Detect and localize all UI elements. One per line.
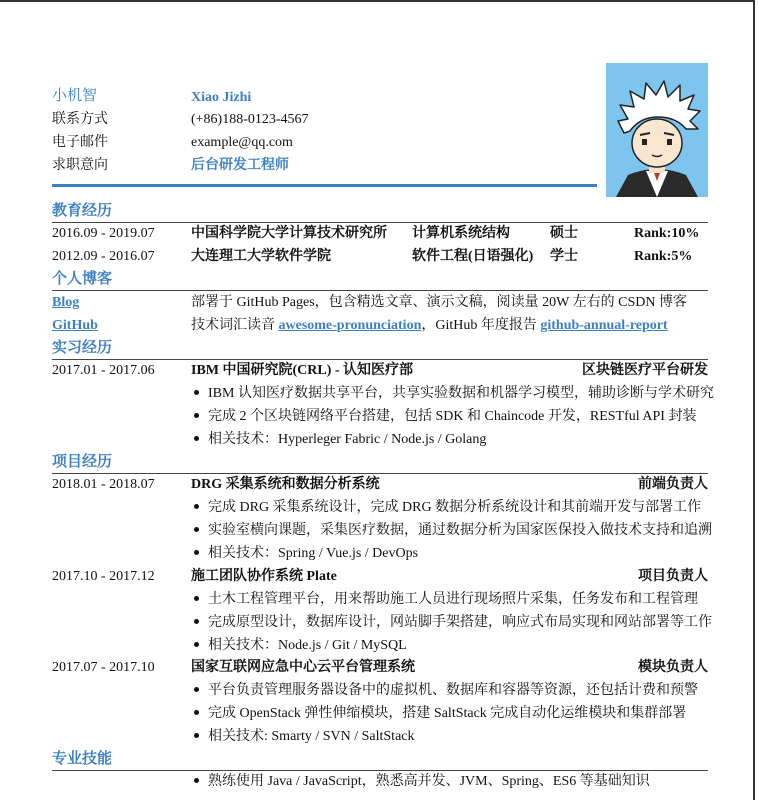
github-text-1: 技术词汇读音 bbox=[191, 318, 279, 333]
list-item: 熟练使用 Java / JavaScript，熟悉高并发、JVM、Spring、ES6 等基础知识 bbox=[191, 771, 650, 793]
list-item: 相关技术：Node.js / Git / MySQL bbox=[191, 635, 407, 657]
contact-value: (+86)188-0123-4567 bbox=[191, 112, 309, 127]
internship-row bbox=[52, 360, 708, 382]
github-annual-report-link[interactable]: github-annual-report bbox=[540, 318, 668, 333]
blog-description: 部署于 GitHub Pages，包含精选文章、演示文稿，阅读量 20W 左右的 CSDN 博客 bbox=[191, 295, 687, 310]
project-name: 施工团队协作系统 Plate bbox=[191, 569, 337, 584]
project-role: 模块负责人 bbox=[638, 660, 708, 675]
list-item: 完成 2 个区块链网络平台搭建，包括 SDK 和 Chaincode 开发，RESTful API 封装 bbox=[191, 406, 696, 428]
header-rule bbox=[52, 184, 597, 187]
project-role: 项目负责人 bbox=[638, 569, 708, 584]
project-row bbox=[52, 566, 708, 588]
project-role: 前端负责人 bbox=[638, 477, 708, 492]
list-item: 平台负责管理服务器设备中的虚拟机、数据库和容器等资源，还包括计费和预警 bbox=[191, 680, 698, 702]
project-row bbox=[52, 657, 708, 679]
education-date: 2016.09 - 2019.07 bbox=[52, 226, 155, 241]
avatar bbox=[606, 63, 708, 197]
internship-org: IBM 中国研究院(CRL) - 认知医疗部 bbox=[191, 363, 414, 378]
education-degree: 学士 bbox=[550, 249, 578, 264]
contact-label: 联系方式 bbox=[52, 112, 108, 127]
list-item: 相关技术: Smarty / SVN / SaltStack bbox=[191, 726, 415, 748]
section-title-projects: 项目经历 bbox=[52, 454, 113, 470]
project-date: 2018.01 - 2018.07 bbox=[52, 477, 155, 492]
project-row bbox=[52, 474, 708, 496]
blog-link[interactable]: Blog bbox=[52, 295, 80, 310]
education-row bbox=[52, 246, 708, 268]
github-text-2: ，GitHub 年度报告 bbox=[421, 318, 541, 333]
github-link[interactable]: GitHub bbox=[52, 318, 98, 333]
objective-label: 求职意向 bbox=[52, 158, 108, 173]
list-item: 土木工程管理平台，用来帮助施工人员进行现场照片采集，任务发布和工程管理 bbox=[191, 589, 698, 611]
education-date: 2012.09 - 2016.07 bbox=[52, 249, 155, 264]
list-item: 完成 DRG 采集系统设计，完成 DRG 数据分析系统设计和其前端开发与部署工作 bbox=[191, 497, 701, 519]
name-en: Xiao Jizhi bbox=[191, 90, 252, 105]
github-description bbox=[191, 315, 668, 337]
list-item: IBM 认知医疗数据共享平台，共享实验数据和机器学习模型，辅助诊断与学术研究 bbox=[191, 383, 714, 405]
list-item: 相关技术：Hyperleger Fabric / Node.js / Golang bbox=[191, 429, 486, 451]
section-title-education: 教育经历 bbox=[52, 203, 113, 219]
section-title-skills: 专业技能 bbox=[52, 751, 113, 767]
awesome-pronunciation-link[interactable]: awesome-pronunciation bbox=[278, 318, 422, 333]
avatar-illustration bbox=[606, 63, 708, 197]
list-item: 实验室横向课题，采集医疗数据，通过数据分析为国家医保投入做技术支持和追溯 bbox=[191, 520, 712, 542]
section-title-internship: 实习经历 bbox=[52, 340, 113, 356]
list-item: 相关技术：Spring / Vue.js / DevOps bbox=[191, 543, 418, 565]
education-school: 中国科学院大学计算技术研究所 bbox=[191, 226, 387, 241]
internship-date: 2017.01 - 2017.06 bbox=[52, 363, 155, 378]
project-name: 国家互联网应急中心云平台管理系统 bbox=[191, 660, 415, 675]
email-value: example@qq.com bbox=[191, 135, 293, 150]
project-date: 2017.10 - 2017.12 bbox=[52, 569, 155, 584]
education-school: 大连理工大学软件学院 bbox=[191, 249, 331, 264]
list-item: 完成原型设计，数据库设计，网站脚手架搭建，响应式布局实现和网站部署等工作 bbox=[191, 612, 712, 634]
education-row bbox=[52, 223, 708, 245]
objective-value: 后台研发工程师 bbox=[191, 158, 289, 173]
list-item: 完成 OpenStack 弹性伸缩模块，搭建 SaltStack 完成自动化运维模块和集群部署 bbox=[191, 703, 686, 725]
email-label: 电子邮件 bbox=[52, 135, 108, 150]
education-rank: Rank:10% bbox=[634, 226, 700, 241]
section-rule-blog bbox=[52, 290, 708, 291]
education-major: 软件工程(日语强化) bbox=[412, 249, 534, 264]
section-title-blog: 个人博客 bbox=[52, 271, 113, 287]
name-cn: 小机智 bbox=[52, 88, 98, 104]
education-rank: Rank:5% bbox=[634, 249, 693, 264]
project-date: 2017.07 - 2017.10 bbox=[52, 660, 155, 675]
internship-role: 区块链医疗平台研发 bbox=[582, 363, 708, 378]
education-major: 计算机系统结构 bbox=[412, 226, 510, 241]
education-degree: 硕士 bbox=[550, 226, 578, 241]
project-name: DRG 采集系统和数据分析系统 bbox=[191, 477, 380, 492]
